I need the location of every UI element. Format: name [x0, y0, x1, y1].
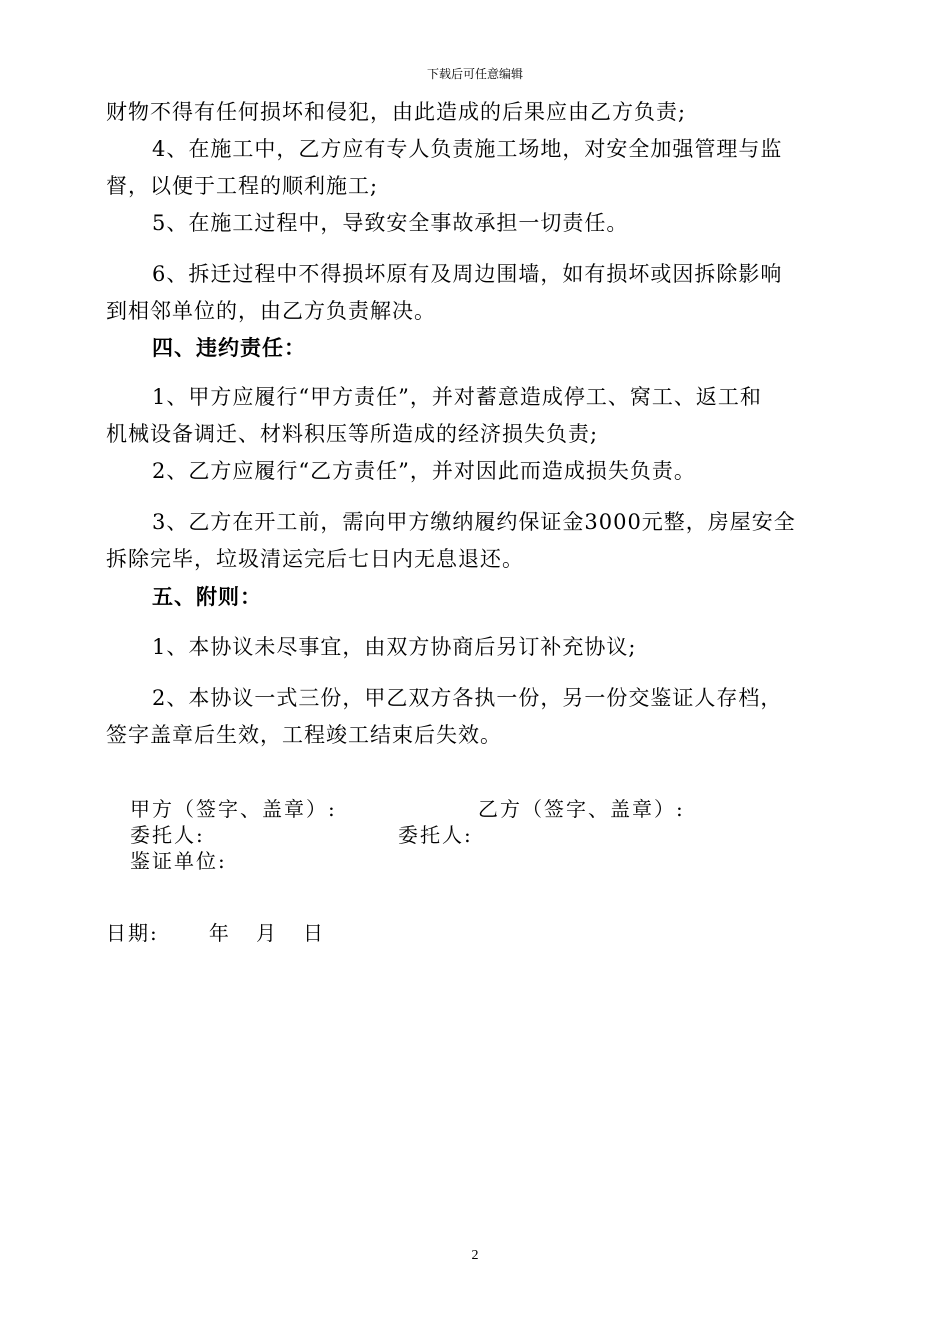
text-line: 3、乙方在开工前，需向甲方缴纳履约保证金3000元整，房屋安全 — [152, 510, 796, 534]
text-line: 到相邻单位的，由乙方负责解决。 — [106, 299, 436, 323]
text-line: 6、拆迁过程中不得损坏原有及周边围墙，如有损坏或因拆除影响 — [152, 262, 783, 286]
section-heading: 五、附则： — [152, 584, 262, 609]
text-line: 1、本协议未尽事宜，由双方协商后另订补充协议; — [152, 635, 637, 659]
text-line: 2、本协议一式三份，甲乙双方各执一份，另一份交鉴证人存档， — [152, 686, 783, 710]
party-b-agent-label: 委托人: — [398, 823, 473, 847]
party-b-signature-label: 乙方（签字、盖章）: — [478, 797, 685, 821]
section-heading: 四、违约责任： — [152, 335, 306, 360]
text-line: 机械设备调迁、材料积压等所造成的经济损失负责; — [106, 422, 599, 446]
text-line: 1、甲方应履行“甲方责任”，并对蓄意造成停工、窝工、返工和 — [152, 385, 762, 409]
text-line: 5、在施工过程中，导致安全事故承担一切责任。 — [152, 211, 629, 235]
text-line: 2、乙方应履行“乙方责任”，并对因此而造成损失负责。 — [152, 459, 696, 483]
page-number: 2 — [471, 1248, 479, 1263]
text-line: 4、在施工中，乙方应有专人负责施工场地，对安全加强管理与监 — [152, 137, 783, 161]
text-line: 督，以便于工程的顺利施工; — [106, 174, 379, 198]
witness-unit-label: 鉴证单位: — [130, 849, 227, 873]
text-line: 签字盖章后生效，工程竣工结束后失效。 — [106, 723, 502, 747]
date-label: 日期: 年 月 日 — [106, 921, 326, 945]
text-line: 拆除完毕，垃圾清运完后七日内无息退还。 — [106, 547, 524, 571]
party-a-signature-label: 甲方（签字、盖章）: — [130, 797, 337, 821]
party-a-agent-label: 委托人: — [130, 823, 205, 847]
page-header: 下载后可任意编辑 — [426, 67, 523, 81]
text-line: 财物不得有任何损坏和侵犯，由此造成的后果应由乙方负责; — [106, 100, 687, 124]
